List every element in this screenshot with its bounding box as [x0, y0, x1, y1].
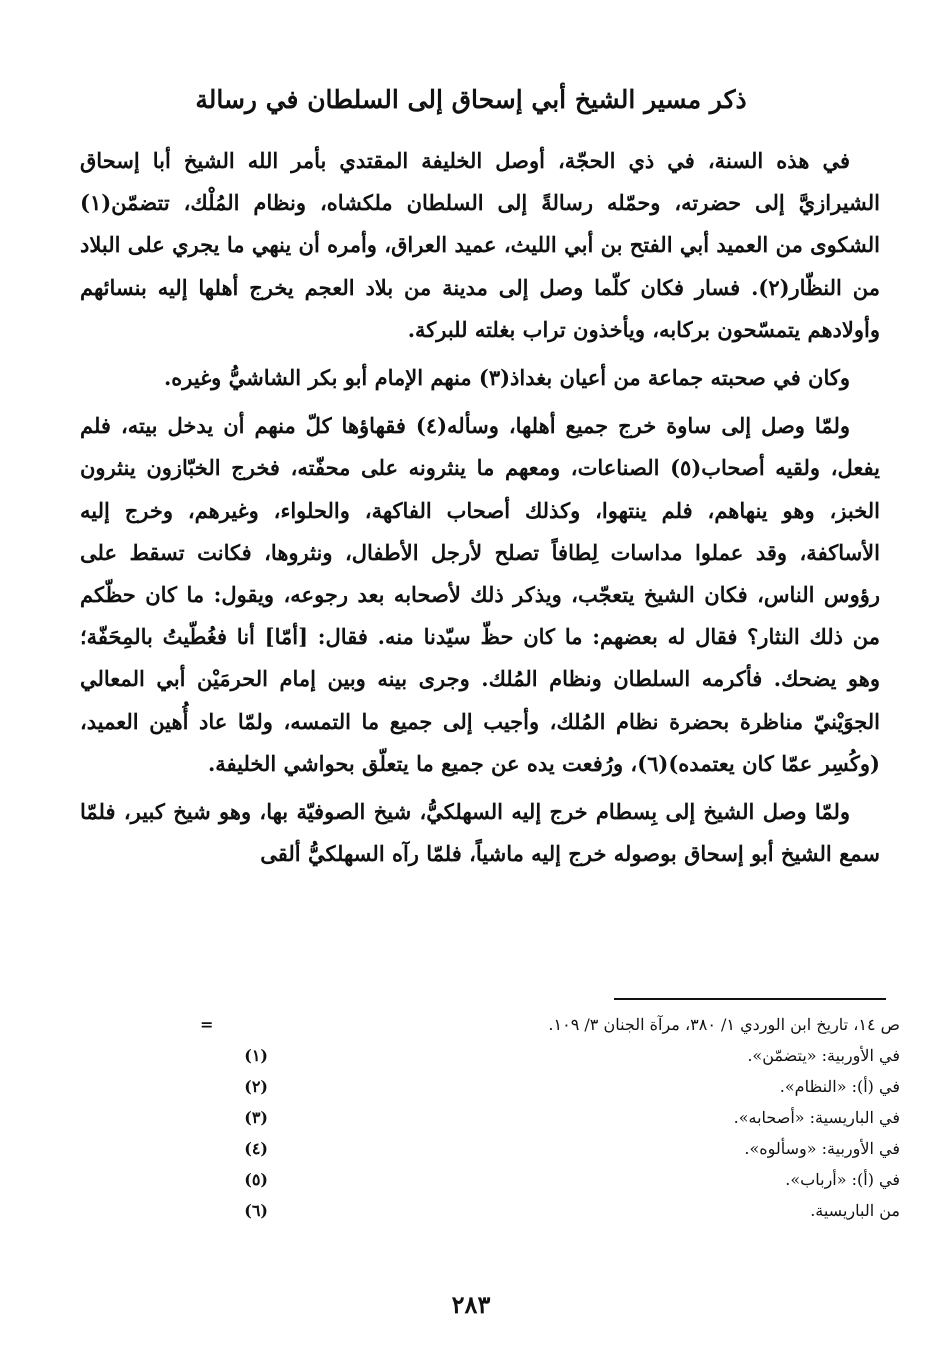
paragraph-1: في هذه السنة، في ذي الحجّة، أوصل الخليفة المقتدي بأمر الله الشيخ أبا إسحاق الشيرازيَّ إلى حضرته، وحمّله رسالةً إلى السلطان ملكشاه، ونظام المُلْك، تتضمّن(١) الشكوى من العميد أبي الفتح بن أبي الليث، عميد العراق، وأمره أن ينهي ما يجري على البلاد من النظّار(٢). فسار فكان كلّما وصل إلى مدينة من بلاد العجم يخرج أهلها إليه بنسائهم وأولادهم يتمسّحون بركابه، ويأخذون تراب بغلته للبركة. [80, 148, 880, 342]
footnote-2 [200, 1077, 900, 1108]
footnote-text: ص ١٤، تاريخ ابن الوردي ١/ ٣٨٠، مرآة الجنان ٣/ ١٠٩. [548, 1015, 900, 1034]
footnote-1 [200, 1046, 900, 1077]
footnote-mark: (٣) [244, 1108, 268, 1127]
footnote-text: من الباريسية. [810, 1201, 900, 1220]
footnote-continuation [200, 1015, 900, 1046]
footnote-text: في (أ): «النظام». [779, 1077, 900, 1096]
footnote-text: في الأوربية: «يتضمّن». [747, 1046, 900, 1065]
paragraph-4: ولمّا وصل الشيخ إلى بِسطام خرج إليه السهلكيُّ، شيخ الصوفيّة بها، وهو شيخ كبير، فلمّا سمع الشيخ أبو إسحاق بوصوله خرج إليه ماشياً، فلمّا رآه السهلكيُّ ألقى [80, 799, 880, 867]
footnote-mark: (١) [244, 1046, 268, 1065]
footnote-text: في الأوربية: «وسألوه». [744, 1139, 900, 1158]
footnote-text: في الباريسية: «أصحابه». [733, 1108, 900, 1127]
footnote-mark: = [200, 1015, 214, 1034]
footnote-mark: (٢) [244, 1077, 268, 1096]
footnote-6 [200, 1201, 900, 1232]
footnote-divider [614, 998, 886, 1000]
footnote-5 [200, 1170, 900, 1201]
paragraph-2: وكان في صحبته جماعة من أعيان بغداذ(٣) منهم الإمام أبو بكر الشاشيُّ وغيره. [163, 365, 850, 391]
paragraph-3: ولمّا وصل إلى ساوة خرج جميع أهلها، وسأله(٤) فقهاؤها كلّ منهم أن يدخل بيته، فلم يفعل، ولقيه أصحاب(٥) الصناعات، ومعهم ما ينثرونه على محفّته، فخرج الخبّازون ينثرون الخبز، وهو ينهاهم، فلم ينتهوا، وكذلك أصحاب الفاكهة، والحلواء، وغيرهم، وخرج إليه الأساكفة، وقد عملوا مداسات لِطافاً تصلح لأرجل الأطفال، ونثروها، فكانت تسقط على رؤوس الناس، فكان الشيخ يتعجّب، ويذكر ذلك لأصحابه بعد رجوعه، ويقول: ما كان حظّكم من ذلك النثار؟ فقال له بعضهم: ما كان حظّ سيّدنا منه. فقال: [أمّا] أنا فغُطّيتُ بالمِحَفّة؛ وهو يضحك. فأكرمه السلطان ونظام المُلك. وجرى بينه وبين إمام الحرمَيْن أبي المعالي الجوَيْنيّ مناظرة بحضرة نظام المُلك، وأجيب إلى جميع ما التمسه، ولمّا عاد أُهين العميد، (وكُسِر عمّا كان يعتمده)(٦)، ورُفعت يده عن جميع ما يتعلّق بحواشي الخليفة. [80, 413, 880, 776]
footnote-text: في (أ): «أرباب». [785, 1170, 900, 1189]
footnote-3 [200, 1108, 900, 1139]
footnote-mark: (٦) [244, 1201, 268, 1220]
footnote-mark: (٤) [244, 1139, 268, 1158]
page-number: ٢٨٣ [451, 1290, 491, 1319]
footnote-4 [200, 1139, 900, 1170]
footnote-mark: (٥) [244, 1170, 268, 1189]
main-text [80, 140, 880, 881]
footnotes [200, 1015, 900, 1232]
section-title: ذكر مسير الشيخ أبي إسحاق إلى السلطان في رسالة [195, 85, 747, 114]
